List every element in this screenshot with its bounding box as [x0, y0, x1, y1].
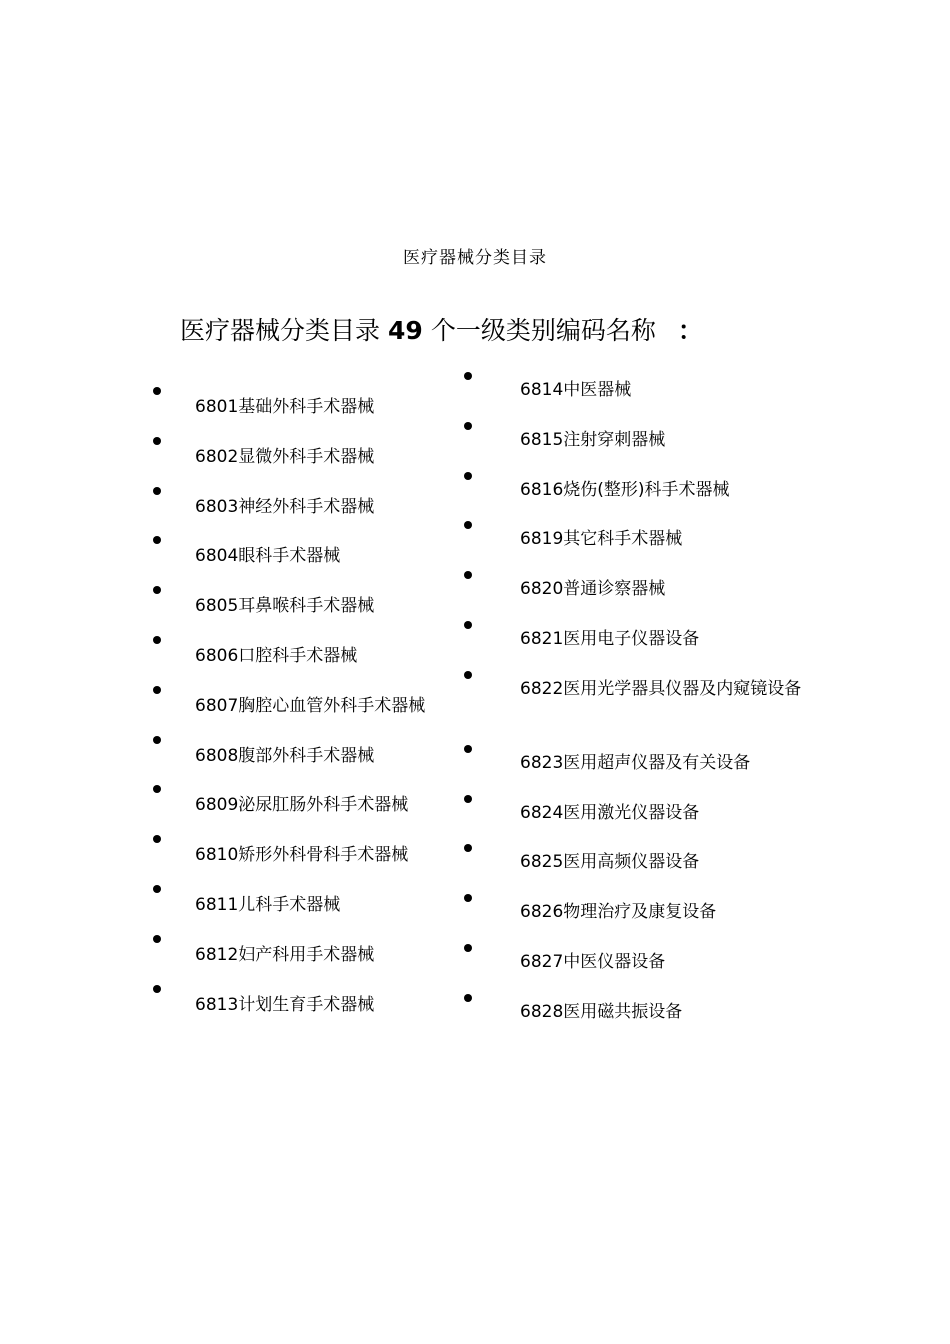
list-item: [462, 888, 822, 938]
bullet-icon: [464, 472, 472, 480]
list-item: [462, 938, 822, 988]
list-item: [150, 928, 460, 978]
page-header: 医疗器械分类目录: [403, 248, 547, 268]
bullet-icon: [153, 985, 161, 993]
list-item: [150, 679, 460, 729]
category-label: 6804眼科手术器械: [195, 546, 341, 567]
list-item: [150, 380, 460, 430]
list-item: [150, 480, 460, 530]
category-list-left: [150, 380, 460, 1027]
list-item: [462, 739, 822, 789]
category-label: 6821医用电子仪器设备: [520, 628, 700, 649]
category-label: 6806口腔科手术器械: [195, 645, 358, 666]
bullet-icon: [153, 387, 161, 395]
title-count: 49: [388, 316, 423, 345]
category-label: 6827中医仪器设备: [520, 951, 666, 972]
bullet-icon: [153, 686, 161, 694]
category-label: 6807胸腔心血管外科手术器械: [195, 695, 426, 716]
title-prefix: 医疗器械分类目录: [180, 316, 381, 345]
list-item: [150, 729, 460, 779]
bullet-icon: [464, 844, 472, 852]
list-item: [150, 529, 460, 579]
bullet-icon: [464, 671, 472, 679]
bullet-icon: [153, 736, 161, 744]
bullet-icon: [153, 835, 161, 843]
bullet-icon: [153, 536, 161, 544]
list-item: [150, 778, 460, 828]
bullet-icon: [153, 586, 161, 594]
bullet-icon: [464, 372, 472, 380]
bullet-icon: [153, 785, 161, 793]
list-item: [150, 978, 460, 1028]
category-label: 6811儿科手术器械: [195, 894, 341, 915]
category-label: 6805耳鼻喉科手术器械: [195, 596, 375, 617]
title-suffix: 个一级类别编码名称: [430, 316, 656, 345]
list-item: [150, 579, 460, 629]
category-label: 6808腹部外科手术器械: [195, 745, 375, 766]
category-label: 6809泌尿肛肠外科手术器械: [195, 795, 409, 816]
document-title: [180, 314, 820, 348]
list-item: [462, 416, 822, 466]
category-label: 6828医用磁共振设备: [520, 1001, 683, 1022]
bullet-icon: [464, 621, 472, 629]
category-label: 6822医用光学器具仪器及内窥镜设备: [520, 678, 802, 699]
category-label: 6824医用激光仪器设备: [520, 802, 700, 823]
category-label: 6803神经外科手术器械: [195, 496, 375, 517]
category-label: 6820普通诊察器械: [520, 579, 666, 600]
list-item: [150, 878, 460, 928]
bullet-icon: [464, 795, 472, 803]
category-label: 6819其它科手术器械: [520, 529, 683, 550]
list-item: [462, 665, 822, 739]
category-label: 6812妇产科用手术器械: [195, 944, 375, 965]
category-label: 6816烧伤(整形)科手术器械: [520, 479, 730, 500]
category-list-right: [462, 366, 822, 1038]
bullet-icon: [464, 745, 472, 753]
list-item: [462, 565, 822, 615]
list-item: [462, 466, 822, 516]
bullet-icon: [153, 487, 161, 495]
bullet-icon: [464, 994, 472, 1002]
bullet-icon: [464, 571, 472, 579]
list-item: [462, 988, 822, 1038]
list-item: [462, 838, 822, 888]
category-label: 6802显微外科手术器械: [195, 446, 375, 467]
bullet-icon: [153, 885, 161, 893]
bullet-icon: [153, 935, 161, 943]
category-label: 6826物理治疗及康复设备: [520, 902, 717, 923]
category-label: 6815注射穿刺器械: [520, 429, 666, 450]
list-item: [150, 828, 460, 878]
list-item: [462, 615, 822, 665]
bullet-icon: [464, 944, 472, 952]
category-label: 6823医用超声仪器及有关设备: [520, 752, 751, 773]
bullet-icon: [464, 422, 472, 430]
category-label: 6810矫形外科骨科手术器械: [195, 845, 409, 866]
category-label: 6814中医器械: [520, 380, 632, 400]
title-colon: ：: [677, 316, 703, 345]
category-label: 6825医用高频仪器设备: [520, 852, 700, 873]
list-item: [462, 515, 822, 565]
bullet-icon: [464, 521, 472, 529]
list-item: [462, 789, 822, 839]
list-item: [150, 430, 460, 480]
bullet-icon: [153, 636, 161, 644]
bullet-icon: [464, 894, 472, 902]
list-item: [462, 366, 822, 416]
category-label: 6801基础外科手术器械: [195, 397, 375, 417]
category-label: 6813计划生育手术器械: [195, 994, 375, 1015]
list-item: [150, 629, 460, 679]
bullet-icon: [153, 437, 161, 445]
